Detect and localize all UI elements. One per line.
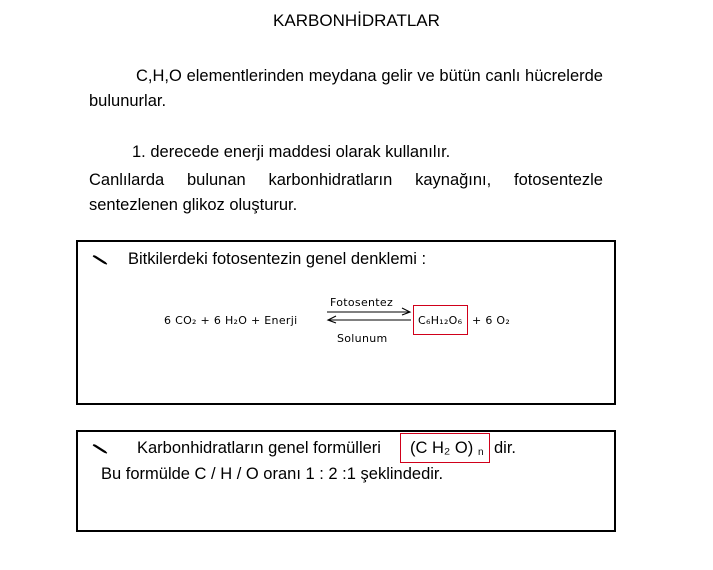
formula-suffix: dir.: [494, 439, 517, 457]
ratio-line: Bu formülde C / H / O oranı 1 : 2 :1 şeklindedir.: [101, 465, 444, 483]
photosynthesis-heading: Bitkilerdeki fotosentezin genel denklemi :: [128, 250, 427, 268]
formula-intro-text: Karbonhidratların genel formülleri: [137, 439, 381, 457]
equation-forward-label: Fotosentez: [330, 296, 394, 309]
reversible-arrow-icon: [325, 304, 413, 331]
energy-line: 1. derecede enerji maddesi olarak kullanılır.: [132, 143, 451, 161]
equation-product-glucose: C₆H₁₂O₆: [418, 314, 463, 327]
equation-product-oxygen: + 6 O₂: [472, 314, 511, 327]
formula-subscript: n: [478, 447, 484, 458]
equation-reverse-label: Solunum: [337, 332, 388, 345]
pen-hand-icon: [92, 252, 108, 270]
page-title: KARBONHİDRATLAR: [273, 11, 440, 30]
equation-reactants: 6 CO₂ + 6 H₂O + Enerji: [164, 314, 298, 327]
source-paragraph: Canlılarda bulunan karbonhidratların kaynağını, fotosentezle sentezlenen glikoz oluşturur.: [89, 171, 603, 214]
intro-paragraph: C,H,O elementlerinden meydana gelir ve bütün canlı hücrelerde bulunurlar.: [89, 67, 603, 110]
pen-hand-icon: [92, 441, 108, 459]
general-formula: (C H₂ O): [410, 439, 474, 457]
